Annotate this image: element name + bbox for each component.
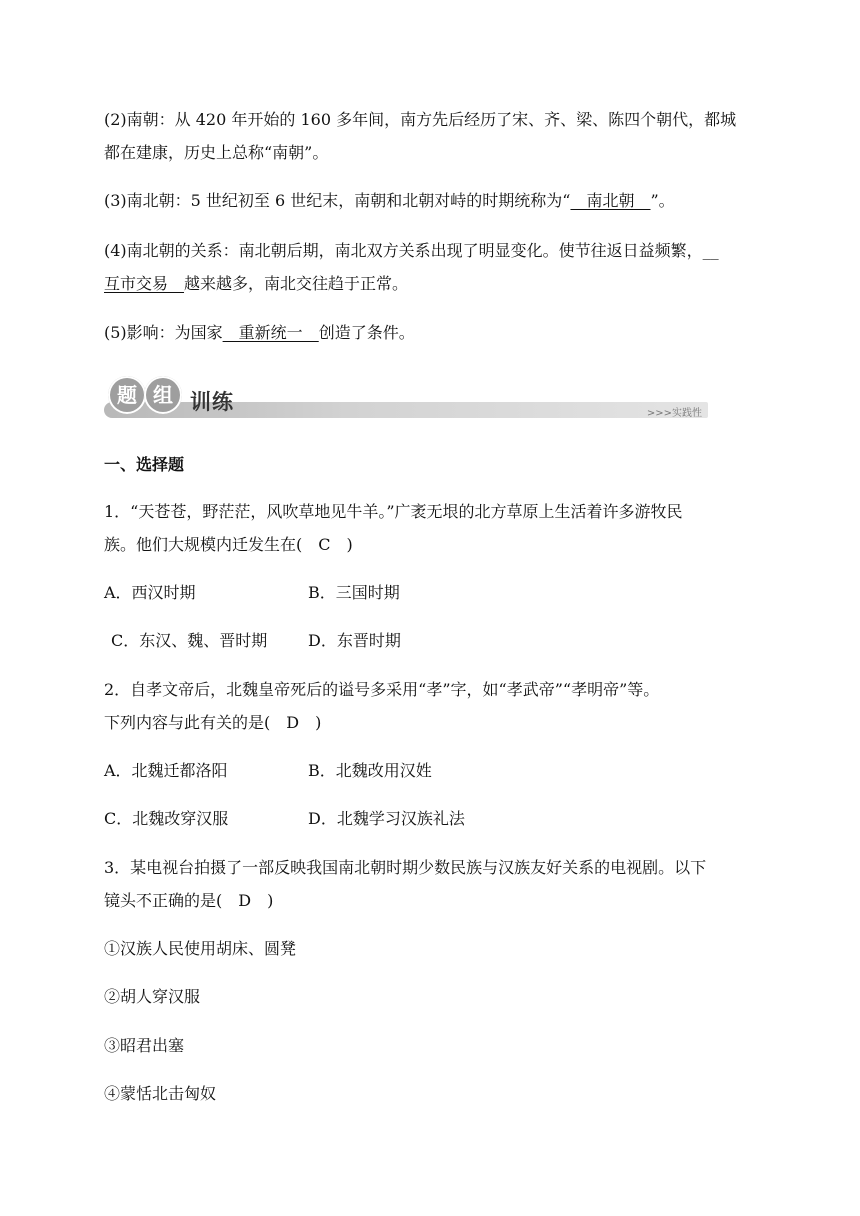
paragraph-4-end: 越来越多，南北交往趋于正常。 xyxy=(184,274,409,293)
paragraph-4-line-1: (4)南北朝的关系：南北朝后期，南北双方关系出现了明显变化。使节往返日益频繁，__ xyxy=(104,241,719,260)
paragraph-2-line-2: 都在建康，历史上总称“南朝”。 xyxy=(104,143,329,162)
list-item: ④蒙恬北击匈奴 xyxy=(104,1084,217,1103)
banner-badge: 题 xyxy=(108,376,146,414)
list-item: ①汉族人民使用胡床、圆凳 xyxy=(104,939,297,958)
paragraph-4-line-2 xyxy=(104,274,408,294)
option-d: D．北魏学习汉族礼法 xyxy=(308,809,465,828)
paragraph-5-text: (5)影响：为国家 xyxy=(104,323,223,342)
banner-title: 训练 xyxy=(190,390,234,414)
option-a: A．西汉时期 xyxy=(104,583,196,602)
section-heading: 一、选择题 xyxy=(104,455,185,474)
fill-in-answer: __重新统一__ xyxy=(222,323,319,342)
option-d: D．东晋时期 xyxy=(308,631,401,650)
fill-in-answer: 互市交易__ xyxy=(104,274,185,293)
paragraph-3-text: (3)南北朝：5 世纪初至 6 世纪末，南朝和北朝对峙的时期统称为“ xyxy=(104,191,571,210)
question-2-line-1: 2．自孝文帝后，北魏皇帝死后的谥号多采用“孝”字，如“孝武帝”“孝明帝”等。 xyxy=(104,680,660,699)
fill-in-answer: __南北朝__ xyxy=(570,191,651,210)
question-1-line-1: 1．“天苍苍，野茫茫，风吹草地见牛羊。”广袤无垠的北方草原上生活着许多游牧民 xyxy=(104,502,683,521)
question-1-line-2: 族。他们大规模内迁发生在( C ) xyxy=(104,535,353,554)
option-c: C．东汉、魏、晋时期 xyxy=(111,631,268,650)
paragraph-3 xyxy=(104,191,675,211)
paragraph-3-end: ”。 xyxy=(650,191,675,210)
list-item: ③昭君出塞 xyxy=(104,1036,185,1055)
paragraph-5-end: 创造了条件。 xyxy=(318,323,415,342)
list-item: ②胡人穿汉服 xyxy=(104,987,201,1006)
banner-badge: 组 xyxy=(144,376,182,414)
option-b: B．三国时期 xyxy=(308,583,400,602)
option-a: A．北魏迁都洛阳 xyxy=(104,761,228,780)
question-2-line-2: 下列内容与此有关的是( D ) xyxy=(104,713,322,732)
paragraph-2-line-1: (2)南朝：从 420 年开始的 160 多年间，南方先后经历了宋、齐、梁、陈四个朝代，都城 xyxy=(104,110,737,129)
option-b: B．北魏改用汉姓 xyxy=(308,761,432,780)
option-c: C．北魏改穿汉服 xyxy=(104,809,229,828)
banner-tag: >>>实践性 xyxy=(646,408,702,419)
question-3-line-2: 镜头不正确的是( D ) xyxy=(104,891,274,910)
section-banner xyxy=(104,376,708,422)
paragraph-5 xyxy=(104,323,415,343)
question-3-line-1: 3．某电视台拍摄了一部反映我国南北朝时期少数民族与汉族友好关系的电视剧。以下 xyxy=(104,858,707,877)
